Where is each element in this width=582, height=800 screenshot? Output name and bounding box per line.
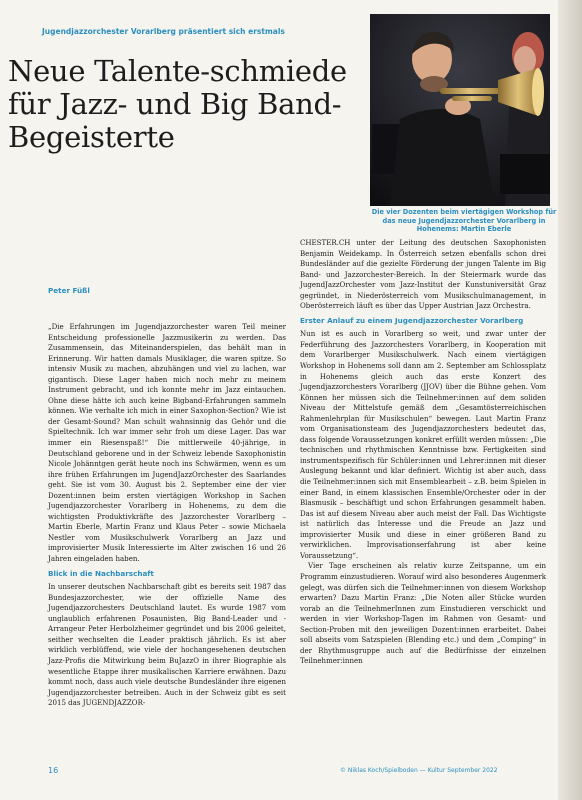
paragraph: In unserer deutschen Nachbarschaft gibt es bereits seit 1987 das Bundesjazzorchester, wie der offizielle Name des Jugendjazzorchesters Deutschland lautet. Es wurde 1987 vom unglaublich erfahrenen Posaunisten, Big Band-Leader und -Arrangeur Peter Herbolzheimer gegründet und bis 2006 geleitet, seither wechselten die Leader praktisch jährlich. Es ist aber wirklich verblüffend, wie viele der hochangesehenen deutschen Jazz-Profis die Mitwirkung beim BuJazzO in ihrer Biographie als wesentliche Etappe ihrer musikalischen Karriere erwähnen. Dazu kommt noch, dass auch viele deutsche Bundesländer ihre eigenen Jugendjazzorchester betreiben. Auch in der Schweiz gibt es seit 2015 das JUGENDJAZZOR- [48,582,286,708]
page-number: 16 [48,766,59,775]
footer-credit: © Niklas Koch/Spielboden — Kultur September 2022 [340,767,498,774]
text-column-2 [300,238,546,667]
headline: Neue Talente-schmiede für Jazz- und Big Band-Begeisterte [8,54,347,154]
paragraph: CHESTER.CH unter der Leitung des deutschen Saxophonisten Benjamin Weidekamp. In Österreich setzen ebenfalls schon drei Bundesländer auf die gezielte Förderung der jungen Talente im Big Band- und Jazzorchester-Bereich. In der Steiermark wurde das JugendJazzOrchester vom Jazz-Institut der Kunstuniversität Graz gegründet, in Niederösterreich vom Musikschulmanagement, in Oberösterreich läuft es über das Upper Austrian Jazz Orchestra. [300,238,546,311]
paragraph: „Die Erfahrungen im Jugendjazzorchester waren Teil meiner Entscheidung professionelle Jazzmusikerin zu werden. Das Zusammensein, das Miteinanderspielen, das behält man in Erinnerung. Wir hatten damals Musiklager, die waren spitze. So intensiv Musik zu machen, abzuhängen und viel zu lachen, war gigantisch. Diese Lager haben mich noch mehr zu meinem Instrument gebracht, und ich konnte mehr im Jazz eintauchen. Ohne diese hätte ich auch keine Bigband-Erfahrungen sammeln können. Wie verhalte ich mich in einer Saxophon-Section? Wie ist der Gesamt-Sound? Man schult wahnsinnig das Gehör und die Spieltechnik. Ich war immer sehr froh um diese Lager. Das war immer ein Riesenspaß!“ Die mittlerweile 40-jährige, in Deutschland geborene und in der Schweiz lebende Saxophonistin Nicole Johänntgen gerät heute noch ins Schwärmen, wenn es um ihre frühen Erfahrungen im JugendJazzOrchester des Saarlandes geht. Sie ist vom 30. August bis 2. September eine der vier Dozent:innen beim ersten viertägigen Workshop in Sachen Jugendjazzorchester Vorarlberg in Hohenems, zu dem die wichtigsten Produktivkräfte des Jazzorchester Vorarlberg – Martin Eberle, Martin Franz und Klaus Peter – sowie Michaela Nestler vom Musikschulwerk Vorarlberg an Jazz und improvisierter Musik Interessierte im Alter zwischen 16 und 26 Jahren eingeladen haben. [48,322,286,564]
kicker: Jugendjazzorchester Vorarlberg präsentiert sich erstmals [42,27,285,36]
paragraph: Nun ist es auch in Vorarlberg so weit, und zwar unter der Federführung des Jazzorchesters Vorarlberg, in Kooperation mit dem Vorarlberger Musikschulwerk. Nach einem viertägigen Workshop in Hohenems soll dann am 2. September am Schlossplatz in Hohenems gleich auch das erste Konzert des Jugendjazzorchesters Vorarlberg (JJOV) über die Bühne gehen. Vom Können her müssen sich die Teilnehmer:innen auf dem soliden Niveau der Mittelstufe gemäß dem „Gesamtösterreichischen Rahmenlehrplan für Musikschulen“ bewegen. Laut Martin Franz vom Organisationsteam des Jugendjazzorchesters bedeutet das, dass folgende Voraussetzungen konkret erfüllt werden müssen: „Die technischen und rhythmischen Kenntnisse bzw. Fertigkeiten sind instrumentspezifisch für Schüler:innen und Lehrer:innen mit dieser Auslegung bekannt und klar definiert. Wichtig ist aber auch, dass die Teilnehmer:innen sich mit Ensemblearbeit – z.B. beim Spielen in einer Band, in einem klassischen Ensemble/Orchester oder in der Blasmusik – beschäftigt und schon Erfahrungen gesammelt haben. Das ist auf diesem Niveau aber auch meist der Fall. Das Wichtigste ist natürlich das Interesse und die Freude an Jazz und improvisierter Musik und diese in einer größeren Band zu verwirklichen. Improvisationserfahrung ist aber keine Voraussetzung“. [300,329,546,560]
subheading-neighborhood: Blick in die Nachbarschaft [48,568,154,578]
trumpet-player-photo [370,14,550,206]
page-gutter-edge [558,0,582,800]
author-byline: Peter Füßl [48,286,90,295]
article-photo [370,14,550,206]
paragraph: Vier Tage erscheinen als relativ kurze Zeitspanne, um ein Programm einzustudieren. Worauf wird also besonderes Augenmerk gelegt, was dürfen sich die Teilnehmer:innen von diesem Workshop erwarten? Dazu Martin Franz: „Die Noten aller Stücke wurden vorab an die TeilnehmerInnen zum Einstudieren verschickt und werden in vier Workshop-Tagen im Rahmen von Gesamt- und Section-Proben mit den jeweiligen Dozent:innen erarbeitet. Dabei soll abseits vom Satzspielen (Blending etc.) und dem „Comping“ in der Rhythmusgruppe auch auf die Bedürfnisse der einzelnen Teilnehmer:innen [300,561,546,666]
subheading-first-attempt: Erster Anlauf zu einem Jugendjazzorchester Vorarlberg [300,315,524,325]
photo-caption: Die vier Dozenten beim viertägigen Workshop für das neue Jugendjazzorchester Vorarlberg in Hohenems: Martin Eberle [371,208,557,234]
text-column-1 [48,322,286,709]
